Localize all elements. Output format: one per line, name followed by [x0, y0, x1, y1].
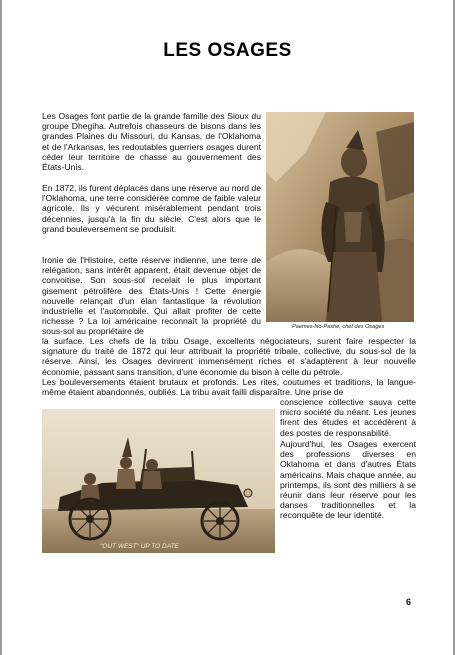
chief-portrait-illustration	[266, 112, 414, 322]
paragraph-reservation: En 1872, ils furent déplacés dans une réserve au nord de l'Oklahoma, une terre considérée comme de faible valeur agricole. Ils y vécurent misérablement pendant trois décennies, jusqu'à la fin du siècle. C'est alors que le grand bouleversement se produisit.	[42, 183, 261, 234]
page-frame-left	[0, 0, 2, 655]
page-number: 6	[406, 597, 412, 607]
paragraph-today: Aujourd'hui, les Osages exercent des professions diverses en Oklahoma et dans d'autres États américains. Mais chaque année, au printemps, ils sont des milliers à se réunir dans leur réserve pour les danses traditionnelles et la reconquête de leur identité.	[280, 439, 416, 521]
paragraph-upheaval: Les bouleversements étaient brutaux et profonds. Les rites, coutumes et traditions, la langue-même étaient abandonnés, oubliés. La tribu avait failli disparaître. Une prise de	[42, 377, 416, 398]
car-illustration	[42, 409, 275, 553]
page-title: LES OSAGES	[163, 40, 292, 61]
car-inscription: "OUT WEST" UP TO DATE	[100, 543, 179, 550]
paragraph-oil: Ironie de l'Histoire, cette réserve indienne, une terre de relégation, sans intérêt apparent, était devenue objet de convoitise. Son sous-sol recelait le plus important gisement pétrolifère des États-Unis ! Cette énergie nouvelle relançait d'un élan fantastique la révolution industrielle et l'automobile. Qui allait profiter de cette richesse ? La loi américaine reconnaît la propriété du sous-sol au propriétaire de	[42, 255, 261, 337]
osage-car-photo	[42, 409, 275, 553]
paragraph-awareness: conscience collective sauva cette micro société du néant. Les jeunes firent des études et accédèrent à des postes de responsabilité.	[280, 397, 416, 438]
portrait-caption: Paemes-No-Pashe, chef des Osages	[292, 324, 385, 330]
paragraph-origins: Les Osages font partie de la grande famille des Sioux du groupe Dhegiha. Autrefois chasseurs de bisons dans les grandes Plaines du Missouri, du Kansas, de l'Oklahoma et de l'Arkansas, les redoutables guerriers osages durent céder leur territoire de chasse au gouvernement des États-Unis.	[42, 111, 261, 173]
paragraph-chiefs: la surface. Les chefs de la tribu Osage, excellents négociateurs, surent faire respecter la signature du traité de 1872 qui leur attribuait la propriété tribale, collective, du sous-sol de la réserve. Ainsi, les Osages devinrent immensément riches et s'adaptèrent à leur nouvelle économie, passant sans transition, d'une économie du bison à celle du pétrole.	[42, 336, 416, 377]
chief-portrait-photo	[266, 112, 414, 322]
